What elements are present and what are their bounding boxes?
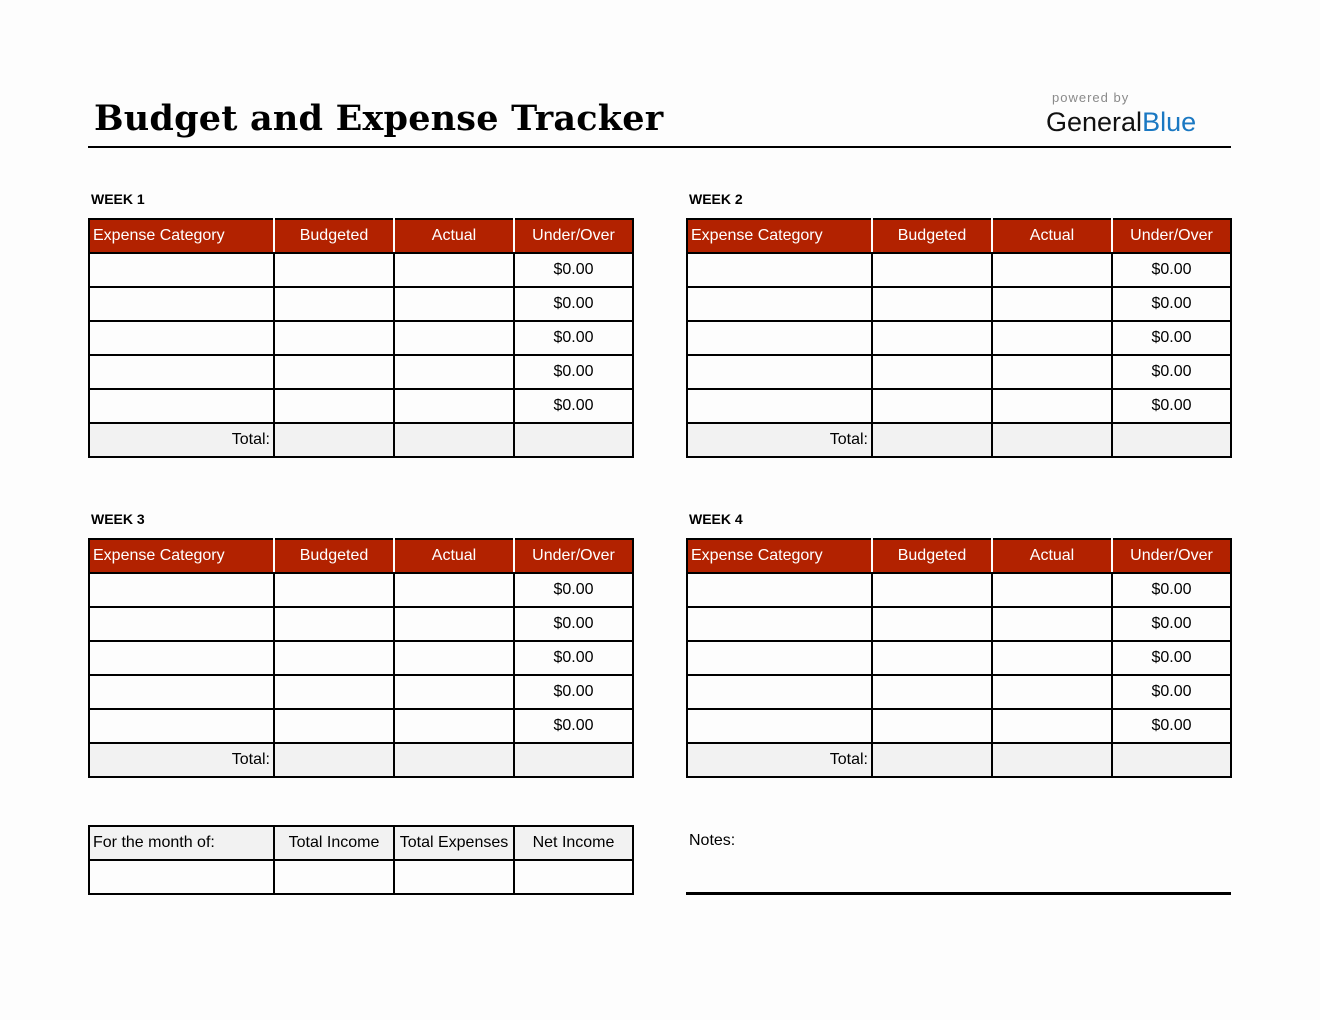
budgeted-cell[interactable]	[872, 287, 992, 321]
total-budgeted-cell	[274, 743, 394, 777]
budgeted-cell[interactable]	[274, 287, 394, 321]
table-header-row	[89, 539, 633, 573]
actual-cell[interactable]	[394, 287, 514, 321]
under-over-cell: $0.00	[1112, 709, 1231, 743]
total-row	[687, 423, 1231, 457]
title-divider	[88, 146, 1231, 148]
week-label: WEEK 1	[91, 191, 145, 207]
actual-cell[interactable]	[992, 253, 1112, 287]
under-over-cell: $0.00	[514, 675, 633, 709]
category-cell[interactable]	[687, 675, 872, 709]
actual-cell[interactable]	[394, 389, 514, 423]
table-row	[687, 321, 1231, 355]
actual-cell[interactable]	[394, 321, 514, 355]
category-cell[interactable]	[89, 675, 274, 709]
under-over-cell: $0.00	[1112, 389, 1231, 423]
week-4-table	[686, 538, 1232, 778]
summary-header-row	[89, 826, 633, 860]
page-title: Budget and Expense Tracker	[94, 98, 664, 139]
total-under-over-cell	[514, 423, 633, 457]
actual-cell[interactable]	[394, 675, 514, 709]
category-cell[interactable]	[687, 355, 872, 389]
brand-name	[1046, 106, 1216, 138]
column-header-budgeted: Budgeted	[274, 539, 394, 573]
category-cell[interactable]	[687, 709, 872, 743]
under-over-cell: $0.00	[1112, 321, 1231, 355]
brand-logo	[1046, 90, 1216, 138]
column-header-budgeted: Budgeted	[872, 539, 992, 573]
table-row	[89, 253, 633, 287]
column-header-under-over: Under/Over	[514, 539, 633, 573]
category-cell[interactable]	[89, 253, 274, 287]
total-label: Total:	[89, 743, 274, 777]
total-under-over-cell	[1112, 423, 1231, 457]
total-budgeted-cell	[872, 743, 992, 777]
column-header-budgeted: Budgeted	[872, 219, 992, 253]
total-under-over-cell	[1112, 743, 1231, 777]
budgeted-cell[interactable]	[872, 321, 992, 355]
brand-name-general: General	[1046, 107, 1143, 137]
week-label: WEEK 2	[689, 191, 743, 207]
table-header-row	[687, 219, 1231, 253]
column-header-actual: Actual	[992, 219, 1112, 253]
total-label: Total:	[89, 423, 274, 457]
under-over-cell: $0.00	[1112, 641, 1231, 675]
budgeted-cell[interactable]	[274, 709, 394, 743]
category-cell[interactable]	[687, 389, 872, 423]
total-label: Total:	[687, 743, 872, 777]
week-1-table	[88, 218, 634, 458]
column-header-under-over: Under/Over	[1112, 539, 1231, 573]
table-row	[687, 709, 1231, 743]
budgeted-cell[interactable]	[274, 675, 394, 709]
actual-cell[interactable]	[394, 253, 514, 287]
total-actual-cell	[394, 743, 514, 777]
summary-header-expenses: Total Expenses	[394, 826, 514, 860]
table-row	[687, 389, 1231, 423]
summary-header-income: Total Income	[274, 826, 394, 860]
category-cell[interactable]	[687, 253, 872, 287]
column-header-budgeted: Budgeted	[274, 219, 394, 253]
under-over-cell: $0.00	[514, 321, 633, 355]
budgeted-cell[interactable]	[274, 607, 394, 641]
under-over-cell: $0.00	[514, 709, 633, 743]
column-header-expense-category: Expense Category	[89, 219, 274, 253]
column-header-actual: Actual	[992, 539, 1112, 573]
budgeted-cell[interactable]	[872, 675, 992, 709]
table-header-row	[687, 539, 1231, 573]
under-over-cell: $0.00	[514, 287, 633, 321]
column-header-actual: Actual	[394, 539, 514, 573]
total-row	[687, 743, 1231, 777]
total-row	[89, 423, 633, 457]
net-income-cell[interactable]	[514, 860, 633, 894]
under-over-cell: $0.00	[1112, 253, 1231, 287]
week-2-table	[686, 218, 1232, 458]
actual-cell[interactable]	[394, 573, 514, 607]
budgeted-cell[interactable]	[274, 321, 394, 355]
category-cell[interactable]	[687, 607, 872, 641]
total-under-over-cell	[514, 743, 633, 777]
category-cell[interactable]	[687, 573, 872, 607]
summary-value-row	[89, 860, 633, 894]
week-label: WEEK 3	[91, 511, 145, 527]
category-cell[interactable]	[89, 355, 274, 389]
actual-cell[interactable]	[992, 287, 1112, 321]
budgeted-cell[interactable]	[872, 641, 992, 675]
under-over-cell: $0.00	[1112, 607, 1231, 641]
notes-label: Notes:	[689, 832, 736, 849]
actual-cell[interactable]	[394, 355, 514, 389]
budgeted-cell[interactable]	[274, 355, 394, 389]
table-row	[89, 355, 633, 389]
month-input-cell[interactable]	[89, 860, 274, 894]
column-header-expense-category: Expense Category	[89, 539, 274, 573]
category-cell[interactable]	[89, 607, 274, 641]
total-actual-cell	[992, 743, 1112, 777]
total-budgeted-cell	[274, 423, 394, 457]
table-row	[89, 389, 633, 423]
table-row	[687, 641, 1231, 675]
under-over-cell: $0.00	[514, 641, 633, 675]
total-label: Total:	[687, 423, 872, 457]
actual-cell[interactable]	[394, 709, 514, 743]
summary-header-month: For the month of:	[89, 826, 274, 860]
category-cell[interactable]	[687, 287, 872, 321]
table-row	[89, 573, 633, 607]
actual-cell[interactable]	[394, 641, 514, 675]
total-expenses-cell[interactable]	[394, 860, 514, 894]
under-over-cell: $0.00	[514, 389, 633, 423]
category-cell[interactable]	[89, 389, 274, 423]
actual-cell[interactable]	[394, 607, 514, 641]
table-row	[687, 253, 1231, 287]
category-cell[interactable]	[89, 321, 274, 355]
summary-header-net: Net Income	[514, 826, 633, 860]
actual-cell[interactable]	[992, 355, 1112, 389]
column-header-expense-category: Expense Category	[687, 539, 872, 573]
total-budgeted-cell	[872, 423, 992, 457]
brand-name-blue: Blue	[1142, 107, 1197, 137]
notes-input-line[interactable]	[686, 892, 1231, 895]
total-actual-cell	[992, 423, 1112, 457]
budgeted-cell[interactable]	[872, 253, 992, 287]
category-cell[interactable]	[89, 287, 274, 321]
actual-cell[interactable]	[992, 709, 1112, 743]
category-cell[interactable]	[89, 641, 274, 675]
total-actual-cell	[394, 423, 514, 457]
table-row	[89, 641, 633, 675]
category-cell[interactable]	[89, 573, 274, 607]
table-row	[89, 321, 633, 355]
under-over-cell: $0.00	[514, 607, 633, 641]
table-row	[687, 573, 1231, 607]
budgeted-cell[interactable]	[872, 355, 992, 389]
monthly-summary-table	[88, 825, 634, 895]
column-header-expense-category: Expense Category	[687, 219, 872, 253]
column-header-under-over: Under/Over	[1112, 219, 1231, 253]
actual-cell[interactable]	[992, 321, 1112, 355]
week-label: WEEK 4	[689, 511, 743, 527]
budgeted-cell[interactable]	[872, 573, 992, 607]
actual-cell[interactable]	[992, 573, 1112, 607]
week-3-table	[88, 538, 634, 778]
table-row	[89, 287, 633, 321]
column-header-under-over: Under/Over	[514, 219, 633, 253]
total-income-cell[interactable]	[274, 860, 394, 894]
table-row	[687, 675, 1231, 709]
category-cell[interactable]	[687, 321, 872, 355]
table-row	[687, 355, 1231, 389]
table-header-row	[89, 219, 633, 253]
budgeted-cell[interactable]	[872, 607, 992, 641]
budgeted-cell[interactable]	[872, 709, 992, 743]
table-row	[89, 607, 633, 641]
actual-cell[interactable]	[992, 641, 1112, 675]
powered-by-label: powered by	[1052, 90, 1130, 105]
under-over-cell: $0.00	[1112, 355, 1231, 389]
budgeted-cell[interactable]	[274, 389, 394, 423]
budgeted-cell[interactable]	[274, 253, 394, 287]
budgeted-cell[interactable]	[872, 389, 992, 423]
column-header-actual: Actual	[394, 219, 514, 253]
under-over-cell: $0.00	[514, 253, 633, 287]
category-cell[interactable]	[89, 709, 274, 743]
under-over-cell: $0.00	[1112, 573, 1231, 607]
under-over-cell: $0.00	[514, 573, 633, 607]
table-row	[687, 287, 1231, 321]
table-row	[687, 607, 1231, 641]
category-cell[interactable]	[687, 641, 872, 675]
actual-cell[interactable]	[992, 389, 1112, 423]
under-over-cell: $0.00	[1112, 287, 1231, 321]
table-row	[89, 709, 633, 743]
budgeted-cell[interactable]	[274, 573, 394, 607]
actual-cell[interactable]	[992, 607, 1112, 641]
total-row	[89, 743, 633, 777]
budgeted-cell[interactable]	[274, 641, 394, 675]
under-over-cell: $0.00	[514, 355, 633, 389]
under-over-cell: $0.00	[1112, 675, 1231, 709]
table-row	[89, 675, 633, 709]
actual-cell[interactable]	[992, 675, 1112, 709]
